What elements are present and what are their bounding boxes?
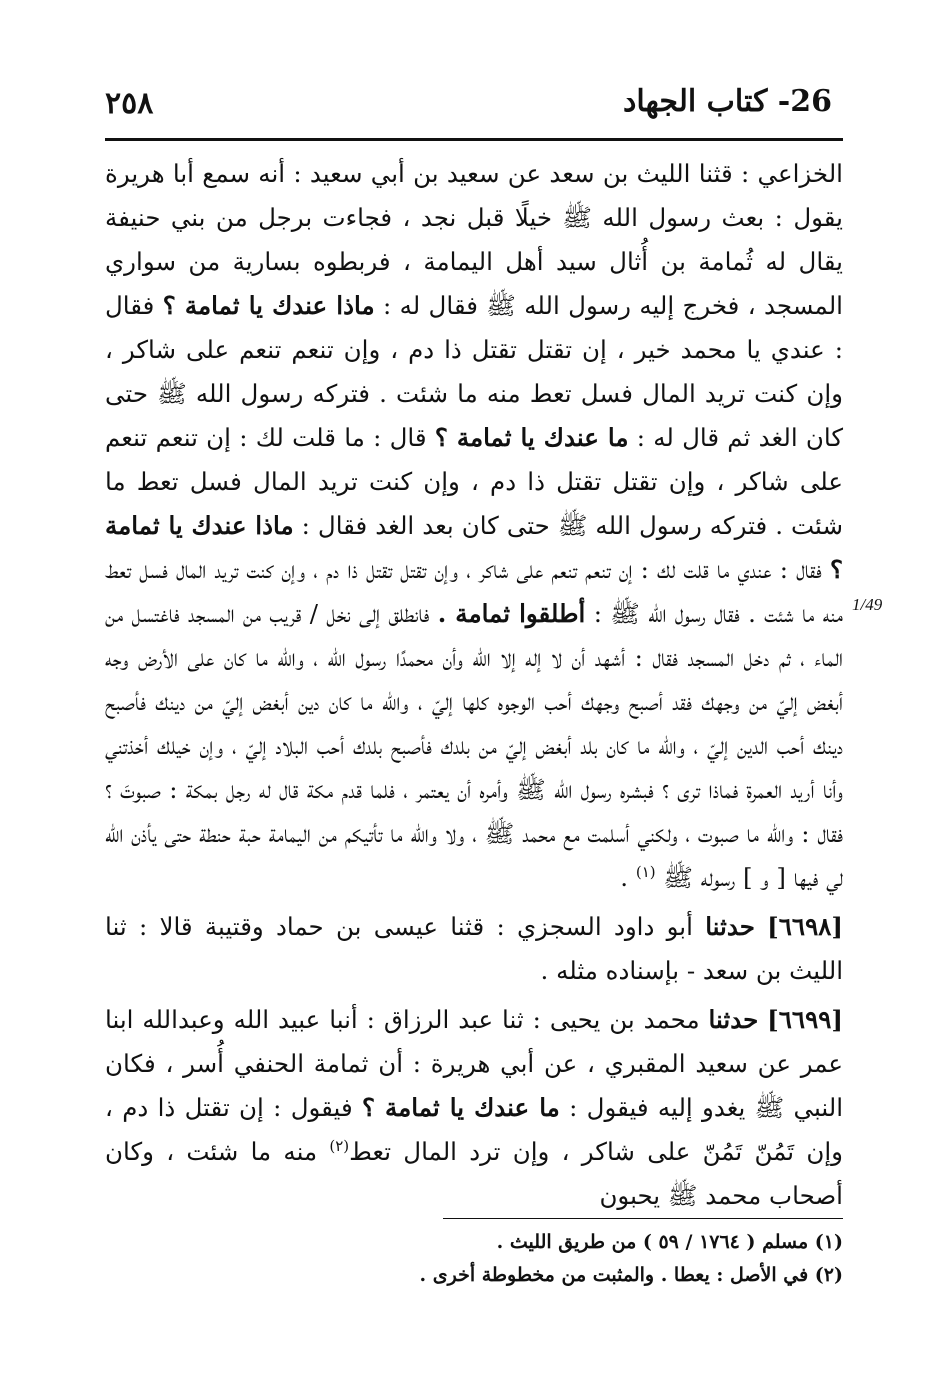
text-segment: فيقول : إن تقتل ذا دم ، وإن تَمُنّ تَمُنّ على شاكر ، وإن ترد المال تعط	[105, 1093, 844, 1166]
footnote-marker[interactable]: (٢)	[329, 1136, 350, 1155]
header-rule	[105, 138, 843, 141]
margin-manuscript-ref: 1/49	[852, 595, 883, 614]
paragraph-hadith-6698	[105, 905, 843, 993]
bold-quote: ماذا عندك يا ثمامة ؟	[105, 511, 843, 584]
bold-quote: ما عندك يا ثمامة ؟	[434, 423, 629, 452]
text-segment: فقال : عندي يا محمد خير ، إن تقتل تقتل ذا دم ، وإن تنعم تنعم على شاكر ، وإن كنت تريد المال فسل تعط منه ما شئت . فتركه رسول الله ﷺ حتى كان الغد ثم قال له :	[105, 291, 844, 452]
bold-quote: أطلقوا ثمامة .	[437, 599, 586, 628]
text-segment: أبو داود السجزي : قثنا عيسى بن حماد وقتيبة قالا : ثنا الليث بن سعد - بإسناده مثله .	[105, 912, 843, 985]
footnotes	[105, 1226, 843, 1292]
hadith-number: [٦٦٩٨]	[767, 912, 843, 941]
bold-quote: ما عندك يا ثمامة ؟	[361, 1093, 560, 1122]
footnote-rule	[443, 1218, 843, 1219]
footnote-2: (٢) في الأصل : يعطا . والمثبت من مخطوطة أخرى .	[419, 1264, 843, 1286]
text-segment: الخزاعي : قثنا الليث بن سعد عن سعيد بن أبي سعيد : أنه سمع أبا هريرة يقول : بعث رسول الله ﷺ خيلًا قبل نجد ، فجاءت برجل من بني حنيفة يقال له ثُمامة بن أُثال سيد أهل اليمامة ، فربطوه بسارية من سواري المسجد ، فخرج إليه رسول الله ﷺ فقال له :	[105, 159, 843, 320]
page-header	[0, 80, 940, 130]
text-segment: فقال : عندي ما قلت لك : إن تنعم تنعم على شاكر ، وإن تقتل تقتل ذا دم ، وإن كنت تريد المال فسل تعط منه ما شئت . فقال رسول الله ﷺ :	[105, 555, 843, 628]
text-segment: منه ما شئت ، وكان أصحاب محمد ﷺ يحبون	[105, 1137, 843, 1210]
footnote-1: (١) مسلم ( ١٧٦٤ / ٥٩ ) من طريق الليث .	[496, 1231, 843, 1253]
footnote-marker[interactable]: (١)	[635, 862, 656, 881]
text-segment: فانطلق إلى نخل / قريب من المسجد فاغتسل من الماء ، ثم دخل المسجد فقال : أشهد أن لا إله إلا الله وأن محمدًا رسول الله ، والله ما كان على الأرض وجه أبغض إليّ من وجهك فقد أصبح وجهك أحب الوجوه كلها إليّ ، والله ما كان دين أبغض إليّ من دينك فأصبح دينك أحب الدين إليّ ، والله ما كان بلد أبغض إليّ من بلدك فأصبح بلدك أحب البلاد إليّ ، وإن خيلك أخذتني وأنا أريد العمرة فماذا ترى ؟ فبشره رسول الله ﷺ وأمره أن يعتمر ، فلما قدم مكة قال له رجل بمكة : صبوتَ ؟ فقال : والله ما صبوت ، ولكني أسلمت مع محمد ﷺ ، ولا والله ما تأتيكم من اليمامة حبة حنطة حتى يأذن الله لي فيها [ و ] رسوله ﷺ	[105, 599, 843, 892]
main-text	[105, 152, 843, 1223]
text-segment: محمد بن يحيى : ثنا عبد الرزاق : أنبا عبيد الله وعبدالله ابنا عمر عن سعيد المقبري ، عن أبي هريرة : أن ثمامة الحنفي أُسر ، فكان النبي ﷺ يغدو إليه فيقول :	[105, 1005, 844, 1122]
paragraph-hadith-6697	[105, 152, 843, 900]
text-segment: قال : ما قلت لك : إن تنعم تنعم على شاكر ، وإن تقتل تقتل ذا دم ، وإن كنت تريد المال فسل تعط ما شئت . فتركه رسول الله ﷺ حتى كان بعد الغد فقال :	[105, 423, 843, 540]
text-segment: .	[620, 863, 636, 892]
hadith-number: [٦٦٩٩]	[767, 1005, 843, 1034]
chain-lead: حدثنا	[705, 912, 755, 941]
running-head: 26- كتاب الجهاد	[623, 84, 832, 119]
paragraph-hadith-6699	[105, 998, 843, 1218]
bold-quote: ماذا عندك يا ثمامة ؟	[162, 291, 375, 320]
page-number: ٢٥٨	[105, 86, 154, 121]
chain-lead: حدثنا	[708, 1005, 759, 1034]
